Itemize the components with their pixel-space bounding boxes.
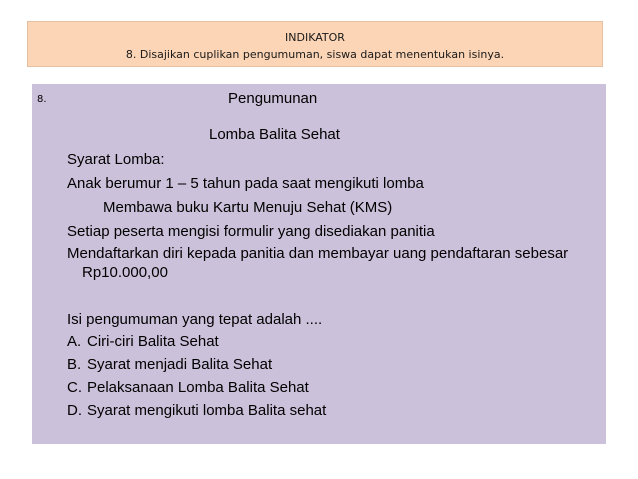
option-text: Syarat menjadi Balita Sehat	[87, 356, 273, 373]
answer-option-c[interactable]	[67, 379, 309, 396]
option-text: Syarat mengikuti lomba Balita sehat	[87, 402, 327, 419]
announcement-line: Anak berumur 1 – 5 tahun pada saat mengikuti lomba	[67, 175, 424, 192]
answer-option-d[interactable]	[67, 402, 326, 419]
option-text: Ciri-ciri Balita Sehat	[87, 333, 219, 350]
question-number: 8.	[37, 94, 47, 105]
announcement-line: Membawa buku Kartu Menuju Sehat (KMS)	[103, 199, 393, 216]
indicator-text: 8. Disajikan cuplikan pengumuman, siswa dapat menentukan isinya.	[125, 48, 505, 61]
announcement-line: Mendaftarkan diri kepada panitia dan membayar uang pendaftaran sebesar	[67, 245, 569, 262]
indicator-title: INDIKATOR	[285, 31, 345, 44]
announcement-line: Setiap peserta mengisi formulir yang disediakan panitia	[67, 223, 435, 240]
announcement-line: Rp10.000,00	[82, 264, 168, 281]
option-letter: C.	[67, 379, 82, 396]
indicator-box	[27, 21, 603, 67]
option-letter: D.	[67, 402, 82, 419]
option-text: Pelaksanaan Lomba Balita Sehat	[87, 379, 309, 396]
answer-option-a[interactable]	[67, 333, 219, 350]
question-box	[32, 84, 606, 444]
announcement-heading: Pengumunan	[228, 90, 318, 107]
answer-option-b[interactable]	[67, 356, 272, 373]
question-prompt: Isi pengumuman yang tepat adalah ....	[67, 311, 323, 328]
announcement-line: Syarat Lomba:	[67, 151, 165, 168]
option-letter: B.	[67, 356, 82, 373]
option-letter: A.	[67, 333, 82, 350]
announcement-subheading: Lomba Balita Sehat	[209, 126, 340, 143]
